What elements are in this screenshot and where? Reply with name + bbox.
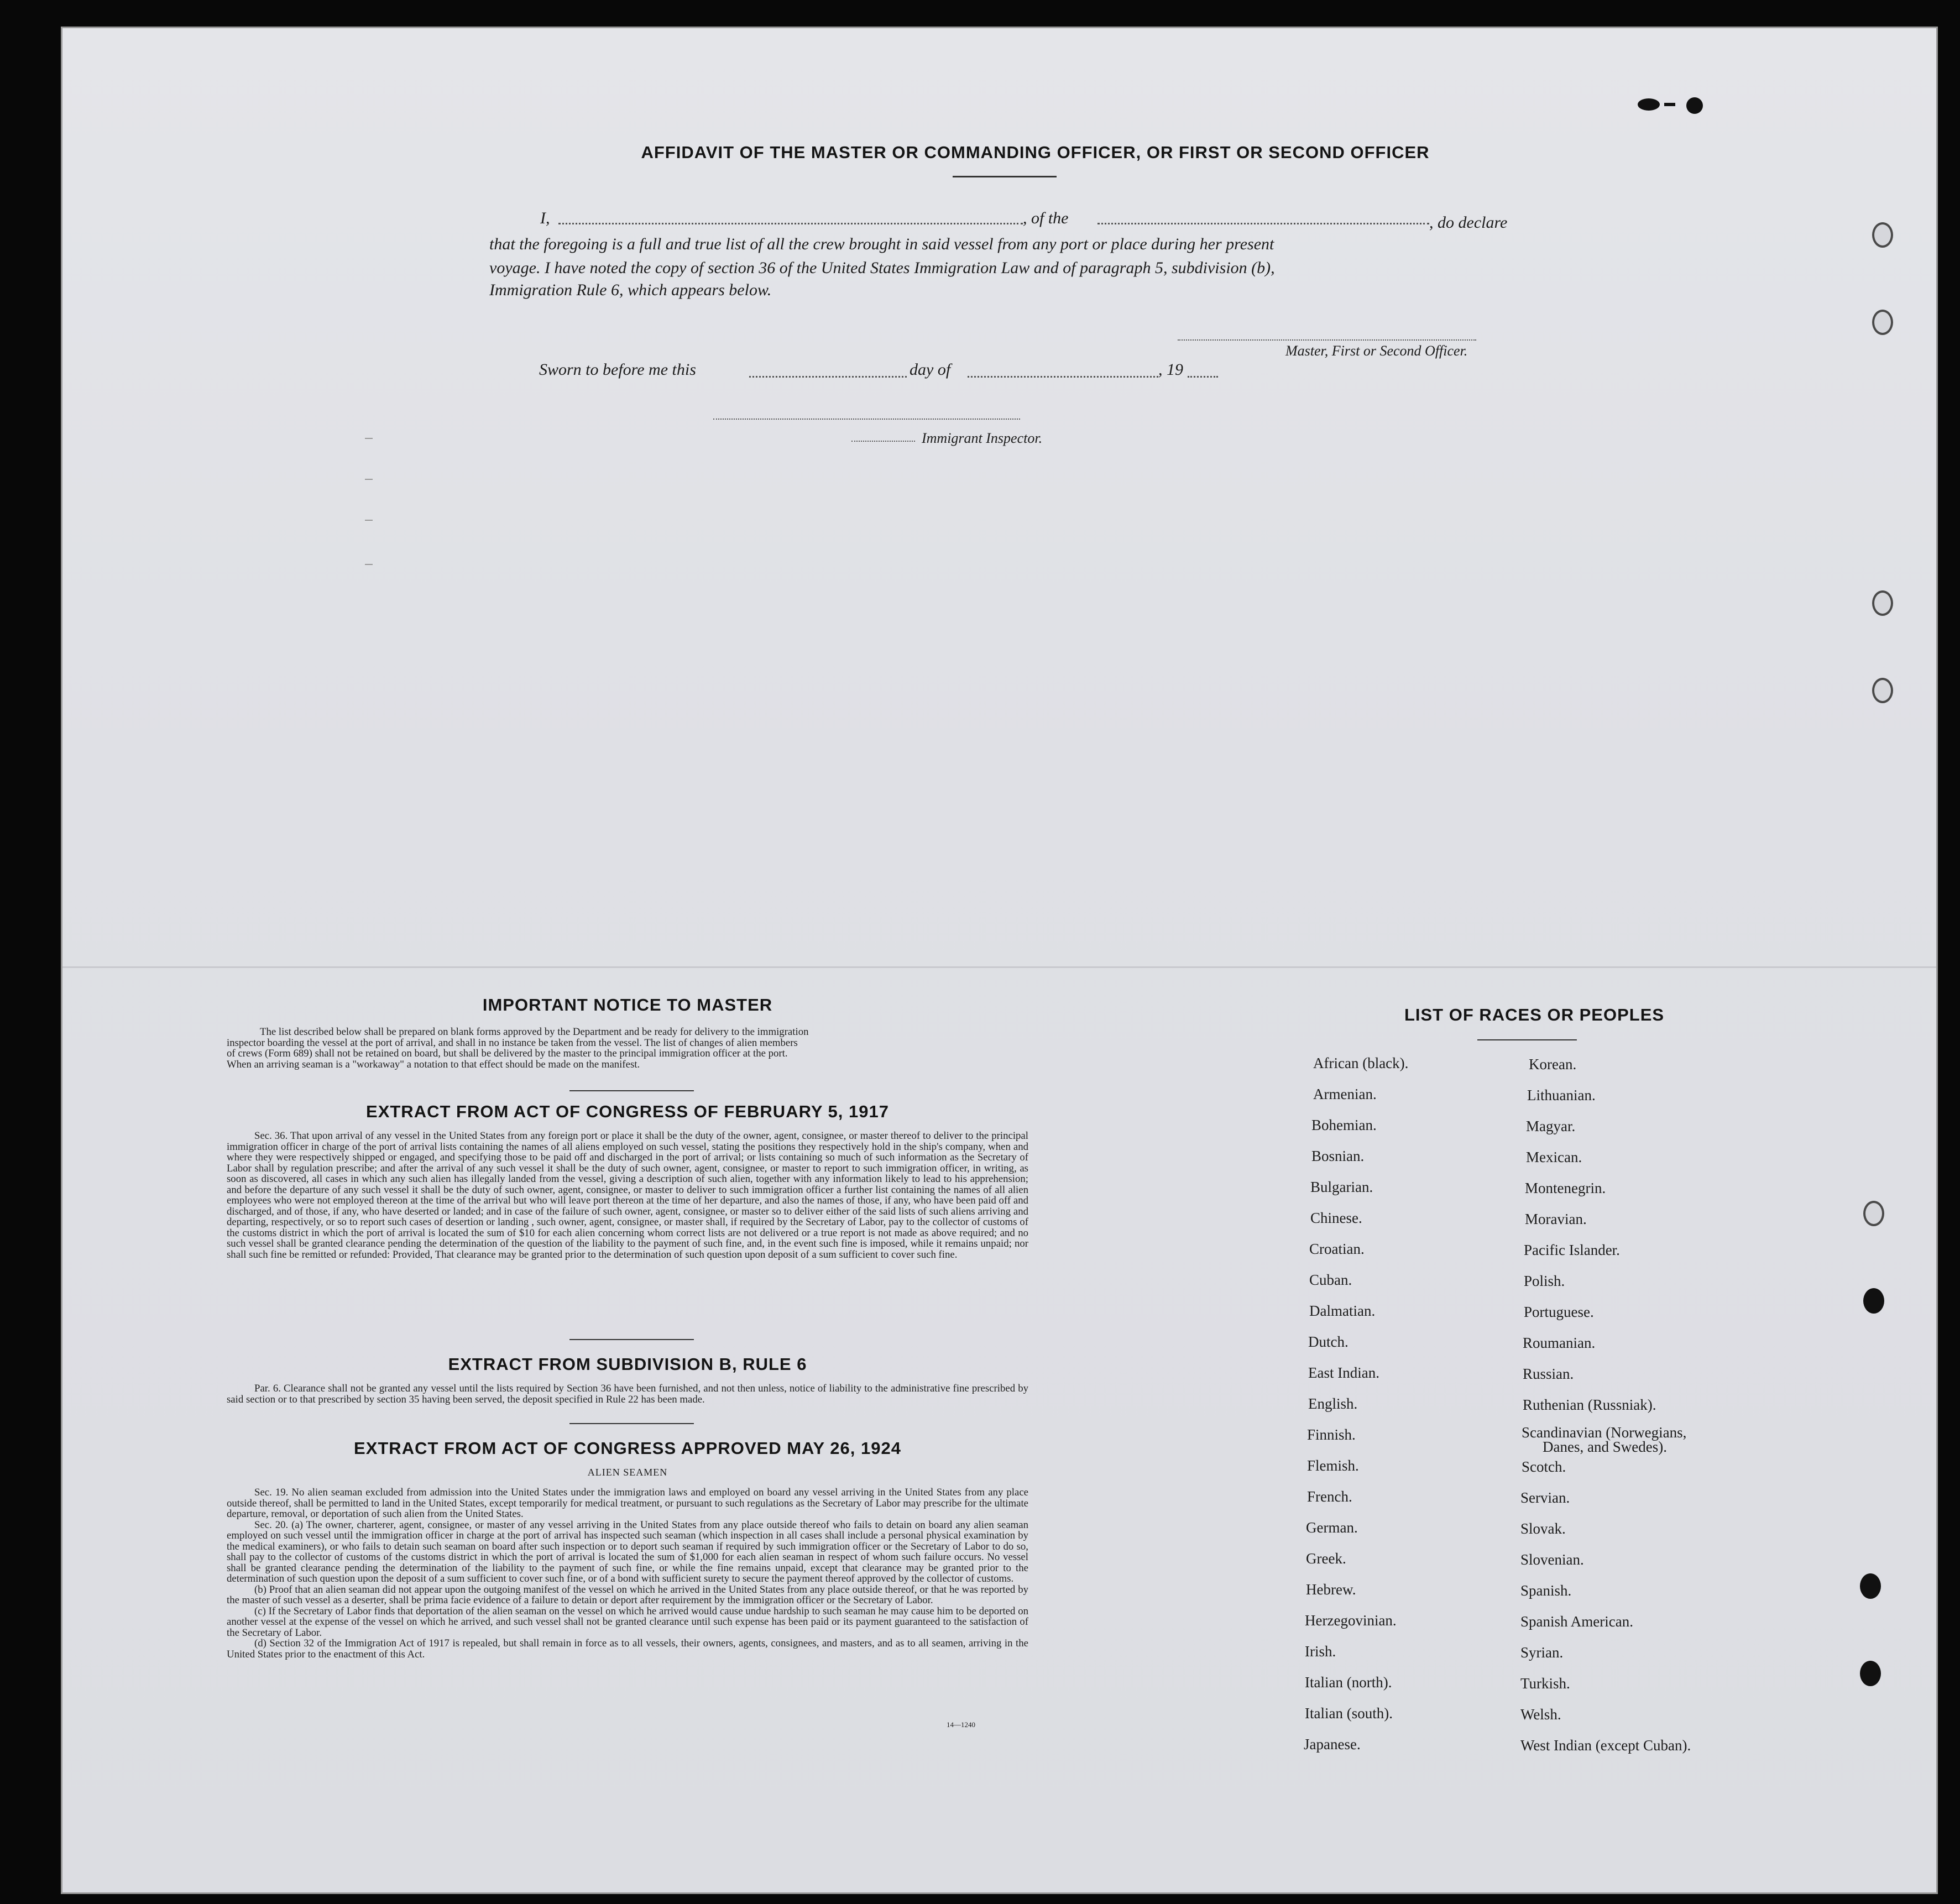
race-item: Polish.	[1524, 1273, 1565, 1289]
race-item: Lithuanian.	[1527, 1087, 1596, 1103]
race-item: Korean.	[1529, 1056, 1577, 1073]
sec-20a: Sec. 20. (a) The owner, charterer, agent, consignee, or master of any vessel arriving in the United States from any place outside thereof who fails to detain on board any alien seaman employed on such vessel until the immigration officer in charge at the port of arrival has inspected such seaman (which inspection in all cases shall include a personal physical examination by the medical examiners), or who fails to detain such seaman on board after such inspection or to deport such seaman if required by such immigration officer or the Secretary of Labor to do so, shall pay to the collector of customs of the customs district in which the port of arrival is located the sum of $1,000 for each alien seaman in respect of whom such failure occurs. No vessel shall be granted clearance pending the determination of the liability to the payment of such fine, or while the fine remains unpaid, except that clearance may be granted prior to the determination of such question upon the deposit of a sum sufficient to cover such fine, or of a bond with sufficient surety to secure the payment thereof approved by the collector of customs.	[227, 1519, 1028, 1584]
races-title: LIST OF RACES OR PEOPLES	[1404, 1005, 1665, 1024]
sworn-day-line[interactable]	[749, 376, 907, 378]
race-item: Italian (south).	[1305, 1705, 1393, 1722]
race-item: Dutch.	[1308, 1333, 1349, 1350]
race-item: Mexican.	[1526, 1149, 1582, 1165]
affidavit-of-the: , of the	[1023, 209, 1069, 227]
sec-20b: (b) Proof that an alien seaman did not appear upon the outgoing manifest of the vessel on which he arrived in the United States from any place outside thereof, or that he was reported by the master of such vessel as a deserter, shall be prima facie evidence of a failure to detain or deport after requirement by the immigration officer or the Secretary of Labor.	[227, 1583, 1028, 1606]
race-item: Dalmatian.	[1309, 1303, 1376, 1319]
affidavit-declare: , do declare	[1429, 213, 1508, 232]
extract-1917-rule	[569, 1339, 694, 1340]
race-item: Cuban.	[1309, 1272, 1352, 1288]
race-item: East Indian.	[1308, 1364, 1379, 1381]
notice-rule	[569, 1090, 694, 1091]
race-item: West Indian (except Cuban).	[1520, 1737, 1691, 1754]
race-item: Moravian.	[1525, 1211, 1587, 1227]
race-item: Bohemian.	[1311, 1117, 1377, 1133]
extract-rule6-rule	[569, 1423, 694, 1424]
sec-19: Sec. 19. No alien seaman excluded from admission into the United States under the immigration laws and employed on board any vessel arriving in the United States from any place outside thereof, shall be permitted to land in the United States, except temporarily for medical treatment, or pursuant to such regulations as the Secretary of Labor may prescribe for the ultimate departure, removal, or deportation of such alien from the United States.	[227, 1487, 1028, 1520]
page-fold	[61, 966, 1938, 968]
notice-title: IMPORTANT NOTICE TO MASTER	[482, 995, 773, 1014]
inspector-line-short	[851, 441, 915, 442]
binder-hole	[1872, 590, 1893, 616]
binder-hole	[1872, 310, 1893, 335]
race-item: Irish.	[1305, 1643, 1336, 1660]
corner-mark	[1686, 97, 1703, 114]
race-item: Montenegrin.	[1525, 1180, 1606, 1196]
margin-tick	[365, 479, 373, 480]
race-item: English.	[1308, 1395, 1358, 1412]
notice-line-2: inspector boarding the vessel at the port of arrival, and shall in no instance be taken from the vessel. The list of changes of alien members	[227, 1037, 798, 1049]
extract-rule6-title: EXTRACT FROM SUBDIVISION B, RULE 6	[448, 1354, 807, 1374]
margin-tick	[365, 520, 373, 521]
sworn-prefix: Sworn to before me this	[539, 360, 696, 379]
sworn-month-line[interactable]	[968, 376, 1158, 378]
race-item: Welsh.	[1520, 1706, 1561, 1723]
race-item: Slovenian.	[1520, 1551, 1584, 1568]
inspector-line[interactable]	[713, 419, 1020, 420]
notice-line-3: of crews (Form 689) shall not be retained on board, but shall be delivered by the master to the principal immigration officer at the port.	[227, 1048, 788, 1059]
race-item: Servian.	[1520, 1489, 1570, 1506]
race-item: Hebrew.	[1306, 1581, 1356, 1598]
race-item: Roumanian.	[1523, 1335, 1596, 1351]
notice-line-1: The list described below shall be prepared on blank forms approved by the Department and be ready for delivery to the immigration	[260, 1026, 809, 1038]
form-number: 14—1240	[947, 1720, 975, 1729]
extract-1924-subtitle: ALIEN SEAMEN	[587, 1467, 668, 1478]
margin-tick	[365, 438, 373, 439]
race-item: Flemish.	[1307, 1457, 1359, 1474]
race-item: Italian (north).	[1305, 1674, 1392, 1691]
corner-mark	[1638, 98, 1660, 111]
binder-hole	[1872, 678, 1893, 703]
race-item: German.	[1306, 1519, 1358, 1536]
race-item: Scotch.	[1522, 1458, 1566, 1475]
binder-hole	[1863, 1201, 1884, 1226]
corner-mark	[1664, 103, 1675, 106]
race-item: Portuguese.	[1524, 1304, 1594, 1320]
sec-20d: (d) Section 32 of the Immigration Act of 1917 is repealed, but shall remain in force as to all vessels, their owners, agents, consignees, and masters, and as to all seamen, arriving in the United States prior to the enactment of this Act.	[227, 1638, 1028, 1660]
race-item: Danes, and Swedes).	[1543, 1439, 1667, 1455]
sec-20c: (c) If the Secretary of Labor finds that deportation of the alien seaman on the vessel on which he arrived would cause undue hardship to such seaman he may cause him to be deported on another vessel at the expense of the vessel on which he arrived, and such vessel shall not be granted clearance until such expense has been paid or its payment guaranteed to the satisfaction of the Secretary of Labor.	[227, 1605, 1028, 1639]
race-item: Syrian.	[1520, 1644, 1564, 1661]
race-item: Armenian.	[1313, 1086, 1377, 1102]
race-item: Bulgarian.	[1310, 1179, 1373, 1195]
extract-1917-text: Sec. 36. That upon arrival of any vessel in the United States from any foreign port or place it shall be the duty of the owner, agent, consignee, or master thereof to deliver to the principal immigration officer in charge of the port of arrival lists containing the names of all aliens employed on such vessel, stating the positions they respectively hold in the ship's company, when and where they were respectively shipped or engaged, and specifying those to be paid off and discharged in the port of arrival; or lists containing so much of such information as the Secretary of Labor shall by regulation prescribe; and after the arrival of any such vessel it shall be the duty of such owner, agent, consignee, or master to report to such immigration officer, in writing, as soon as discovered, all cases in which any such alien has illegally landed from the vessel, giving a description of such alien, together with any information likely to lead to his apprehension; and before the departure of any such vessel it shall be the duty of such owner, agent, consignee, or master to deliver to such immigration officer a further list containing the names of all alien employees who were not employed thereon at the time of the arrival but who will leave port thereon at the time of her departure, and also the names of those, if any, who have been paid off and discharged, and of those, if any, who have deserted or landed; and in case of the failure of such owner, agent, consignee, or master so to deliver either of the said lists of such aliens arriving and departing, respectively, or so to report such cases of desertion or landing , such owner, agent, consignee, or master shall, if required by the Secretary of Labor, pay to the collector of customs of the customs district in which the port of arrival is located the sum of $10 for each alien concerning whom correct lists are not delivered or a true report is not made as above required; and no such vessel shall be granted clearance pending the determination of the question of the liability to the payment of such fine, and, in the event such fine is imposed, while it remains unpaid; nor shall such fine be remitted or refunded: Provided, That clearance may be granted prior to the determination of such question upon deposit of a sum sufficient to cover such fine.	[227, 1130, 1028, 1260]
binder-hole	[1863, 1288, 1884, 1314]
race-item: African (black).	[1313, 1055, 1409, 1071]
race-item: Bosnian.	[1311, 1148, 1365, 1164]
sworn-year: , 19	[1158, 360, 1183, 379]
affidavit-line-4: Immigration Rule 6, which appears below.	[489, 281, 772, 299]
race-item: Ruthenian (Russniak).	[1523, 1396, 1656, 1413]
race-item: Japanese.	[1304, 1736, 1361, 1753]
notice-line-4: When an arriving seaman is a "workaway" a notation to that effect should be made on the manifest.	[227, 1058, 640, 1070]
affidavit-line-2: that the foregoing is a full and true list of all the crew brought in said vessel from any port or place during her present	[489, 235, 1274, 253]
race-item: Finnish.	[1307, 1426, 1356, 1443]
race-item: Chinese.	[1310, 1210, 1362, 1226]
affidavit-line-3: voyage. I have noted the copy of section 36 of the United States Immigration Law and of paragraph 5, subdivision (b),	[489, 259, 1275, 277]
affidavit-vessel-line[interactable]	[1097, 223, 1429, 224]
binder-hole	[1872, 222, 1893, 248]
race-item: Scandinavian (Norwegians,	[1522, 1424, 1687, 1441]
race-item: Magyar.	[1526, 1118, 1576, 1134]
races-rule	[1477, 1039, 1577, 1040]
signature-line[interactable]	[1178, 339, 1476, 341]
affidavit-title: AFFIDAVIT OF THE MASTER OR COMMANDING OFFICER, OR FIRST OR SECOND OFFICER	[641, 143, 1430, 162]
affidavit-i: I,	[540, 209, 550, 227]
affidavit-name-line[interactable]	[558, 223, 1023, 224]
race-item: Herzegovinian.	[1305, 1612, 1397, 1629]
race-item: Croatian.	[1309, 1241, 1365, 1257]
extract-1924-text	[227, 1487, 1028, 1660]
extract-rule6-text: Par. 6. Clearance shall not be granted any vessel until the lists required by Section 36 have been furnished, and not then unless, notice of liability to the administrative fine prescribed by said section or to that prescribed by section 35 having been served, the deposit specified in Rule 22 has been made.	[227, 1383, 1028, 1405]
race-item: Pacific Islander.	[1524, 1242, 1620, 1258]
race-item: French.	[1307, 1488, 1352, 1505]
binder-hole	[1860, 1573, 1881, 1599]
race-item: Spanish.	[1520, 1582, 1572, 1599]
affidavit-title-rule	[953, 176, 1057, 177]
binder-hole	[1860, 1661, 1881, 1686]
extract-1924-title: EXTRACT FROM ACT OF CONGRESS APPROVED MAY 26, 1924	[354, 1439, 901, 1458]
race-item: Greek.	[1306, 1550, 1346, 1567]
sworn-year-line[interactable]	[1188, 376, 1218, 378]
race-item: Spanish American.	[1520, 1613, 1633, 1630]
inspector-label: Immigrant Inspector.	[922, 430, 1043, 446]
race-item: Slovak.	[1520, 1520, 1566, 1537]
extract-1917-title: EXTRACT FROM ACT OF CONGRESS OF FEBRUARY 5, 1917	[366, 1102, 889, 1121]
margin-tick	[365, 564, 373, 565]
race-item: Turkish.	[1520, 1675, 1570, 1692]
signature-label: Master, First or Second Officer.	[1285, 343, 1468, 359]
sworn-day-of: day of	[910, 360, 951, 379]
race-item: Russian.	[1523, 1366, 1574, 1382]
notice-text	[227, 1027, 1028, 1070]
